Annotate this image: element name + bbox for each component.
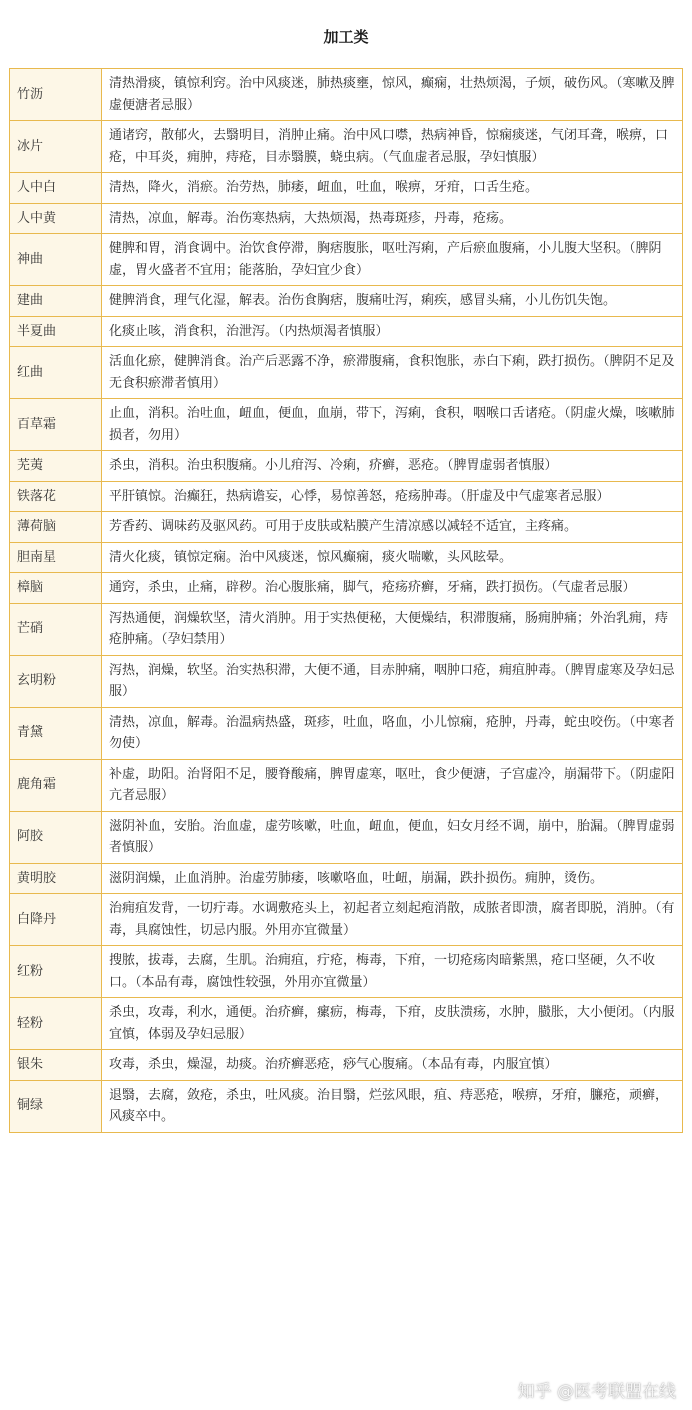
herb-table-body bbox=[10, 69, 683, 1133]
herb-description: 滋阴补血，安胎。治血虚，虚劳咳嗽，吐血，衄血，便血，妇女月经不调，崩中，胎漏。（脾胃虚弱者慎服） bbox=[102, 811, 683, 863]
herb-description: 健脾消食，理气化湿，解表。治伤食胸痞，腹痛吐泻，痢疾，感冒头痛，小儿伤饥失饱。 bbox=[102, 286, 683, 317]
herb-name: 建曲 bbox=[10, 286, 102, 317]
herb-name: 红曲 bbox=[10, 347, 102, 399]
herb-name: 芒硝 bbox=[10, 603, 102, 655]
herb-name: 竹沥 bbox=[10, 69, 102, 121]
watermark: 知乎 @医考联盟在线 bbox=[517, 1382, 676, 1402]
table-row bbox=[10, 451, 683, 482]
herb-description: 杀虫，消积。治虫积腹痛。小儿疳泻、冷痢，疥癣，恶疮。（脾胃虚弱者慎服） bbox=[102, 451, 683, 482]
herb-name: 百草霜 bbox=[10, 399, 102, 451]
herb-description: 清热，降火，消瘀。治劳热，肺痿，衄血，吐血，喉痹，牙疳，口舌生疮。 bbox=[102, 173, 683, 204]
herb-description: 退翳，去腐，敛疮，杀虫，吐风痰。治目翳，烂弦风眼，疽、痔恶疮，喉痹，牙疳，臁疮，顽癣，风痰卒中。 bbox=[102, 1080, 683, 1132]
herb-description: 滋阴润燥，止血消肿。治虚劳肺痿，咳嗽咯血，吐衄，崩漏，跌扑损伤。痈肿，烫伤。 bbox=[102, 863, 683, 894]
table-row bbox=[10, 316, 683, 347]
table-row bbox=[10, 573, 683, 604]
herb-name: 白降丹 bbox=[10, 894, 102, 946]
herb-description: 健脾和胃，消食调中。治饮食停滞，胸痞腹胀，呕吐泻痢，产后瘀血腹痛，小儿腹大坚积。（脾阴虚，胃火盛者不宜用；能落胎，孕妇宜少食） bbox=[102, 234, 683, 286]
herb-name: 铜绿 bbox=[10, 1080, 102, 1132]
table-row bbox=[10, 603, 683, 655]
table-row bbox=[10, 512, 683, 543]
table-row bbox=[10, 1080, 683, 1132]
table-row bbox=[10, 399, 683, 451]
table-row bbox=[10, 811, 683, 863]
herb-description: 平肝镇惊。治癫狂，热病谵妄，心悸，易惊善怒，疮疡肿毒。（肝虚及中气虚寒者忌服） bbox=[102, 481, 683, 512]
herb-name: 薄荷脑 bbox=[10, 512, 102, 543]
herb-description: 通诸窍，散郁火，去翳明目，消肿止痛。治中风口噤，热病神昏，惊痫痰迷，气闭耳聋，喉痹，口疮，中耳炎，痈肿，痔疮，目赤翳膜，蛲虫病。（气血虚者忌服，孕妇慎服） bbox=[102, 121, 683, 173]
herb-name: 阿胶 bbox=[10, 811, 102, 863]
herb-description: 清热滑痰，镇惊利窍。治中风痰迷，肺热痰壅，惊风，癫痫，壮热烦渴，子烦，破伤风。（寒嗽及脾虚便溏者忌服） bbox=[102, 69, 683, 121]
herb-name: 玄明粉 bbox=[10, 655, 102, 707]
herb-table bbox=[9, 68, 683, 1133]
herb-description: 杀虫，攻毒，利水，通便。治疥癣，瘰疬，梅毒，下疳，皮肤溃疡，水肿，臌胀，大小便闭。（内服宜慎，体弱及孕妇忌服） bbox=[102, 998, 683, 1050]
herb-description: 清热，凉血，解毒。治温病热盛，斑疹，吐血，咯血，小儿惊痫，疮肿，丹毒，蛇虫咬伤。（中寒者勿使） bbox=[102, 707, 683, 759]
herb-description: 活血化瘀，健脾消食。治产后恶露不净，瘀滞腹痛，食积饱胀，赤白下痢，跌打损伤。（脾阴不足及无食积瘀滞者慎用） bbox=[102, 347, 683, 399]
table-row bbox=[10, 946, 683, 998]
herb-description: 通窍，杀虫，止痛，辟秽。治心腹胀痛，脚气，疮疡疥癣，牙痛，跌打损伤。（气虚者忌服） bbox=[102, 573, 683, 604]
herb-description: 搜脓，拔毒，去腐，生肌。治痈疽，疔疮，梅毒，下疳，一切疮疡肉暗紫黑，疮口坚硬，久不收口。（本品有毒，腐蚀性较强，外用亦宜微量） bbox=[102, 946, 683, 998]
table-row bbox=[10, 203, 683, 234]
table-row bbox=[10, 481, 683, 512]
herb-name: 冰片 bbox=[10, 121, 102, 173]
herb-description: 治痈疽发背，一切疔毒。水调敷疮头上，初起者立刻起疱消散，成脓者即溃，腐者即脱，消肿。（有毒，具腐蚀性，切忌内服。外用亦宜微量） bbox=[102, 894, 683, 946]
table-row bbox=[10, 173, 683, 204]
herb-description: 化痰止咳，消食积，治泄泻。（内热烦渴者慎服） bbox=[102, 316, 683, 347]
herb-description: 清火化痰，镇惊定痫。治中风痰迷，惊风癫痫，痰火喘嗽，头风眩晕。 bbox=[102, 542, 683, 573]
table-row bbox=[10, 894, 683, 946]
herb-name: 芜荑 bbox=[10, 451, 102, 482]
herb-description: 攻毒，杀虫，燥湿，劫痰。治疥癣恶疮，痧气心腹痛。（本品有毒，内服宜慎） bbox=[102, 1050, 683, 1081]
page-title: 加工类 bbox=[323, 28, 369, 46]
table-row bbox=[10, 655, 683, 707]
herb-name: 樟脑 bbox=[10, 573, 102, 604]
herb-name: 胆南星 bbox=[10, 542, 102, 573]
table-row bbox=[10, 121, 683, 173]
table-row bbox=[10, 542, 683, 573]
herb-description: 止血，消积。治吐血，衄血，便血，血崩，带下，泻痢，食积，咽喉口舌诸疮。（阴虚火燥，咳嗽肺损者，勿用） bbox=[102, 399, 683, 451]
herb-name: 半夏曲 bbox=[10, 316, 102, 347]
table-row bbox=[10, 863, 683, 894]
table-row bbox=[10, 759, 683, 811]
herb-name: 人中白 bbox=[10, 173, 102, 204]
herb-description: 泻热，润燥，软坚。治实热积滞，大便不通，目赤肿痛，咽肿口疮，痈疽肿毒。（脾胃虚寒及孕妇忌服） bbox=[102, 655, 683, 707]
table-row bbox=[10, 998, 683, 1050]
herb-description: 芳香药、调味药及驱风药。可用于皮肤或粘膜产生清凉感以减轻不适宜，主疼痛。 bbox=[102, 512, 683, 543]
table-row bbox=[10, 347, 683, 399]
herb-name: 红粉 bbox=[10, 946, 102, 998]
table-row bbox=[10, 1050, 683, 1081]
herb-name: 人中黄 bbox=[10, 203, 102, 234]
table-row bbox=[10, 707, 683, 759]
herb-name: 青黛 bbox=[10, 707, 102, 759]
table-row bbox=[10, 69, 683, 121]
herb-name: 轻粉 bbox=[10, 998, 102, 1050]
herb-name: 银朱 bbox=[10, 1050, 102, 1081]
table-row bbox=[10, 286, 683, 317]
herb-name: 神曲 bbox=[10, 234, 102, 286]
herb-name: 黄明胶 bbox=[10, 863, 102, 894]
herb-description: 补虚，助阳。治肾阳不足，腰脊酸痛，脾胃虚寒，呕吐，食少便溏，子宫虚冷，崩漏带下。（阴虚阳亢者忌服） bbox=[102, 759, 683, 811]
herb-description: 泻热通便，润燥软坚，清火消肿。用于实热便秘，大便燥结，积滞腹痛，肠痈肿痛；外治乳痈，痔疮肿痛。（孕妇禁用） bbox=[102, 603, 683, 655]
table-row bbox=[10, 234, 683, 286]
herb-description: 清热，凉血，解毒。治伤寒热病，大热烦渴，热毒斑疹，丹毒，疮疡。 bbox=[102, 203, 683, 234]
herb-name: 鹿角霜 bbox=[10, 759, 102, 811]
herb-name: 铁落花 bbox=[10, 481, 102, 512]
